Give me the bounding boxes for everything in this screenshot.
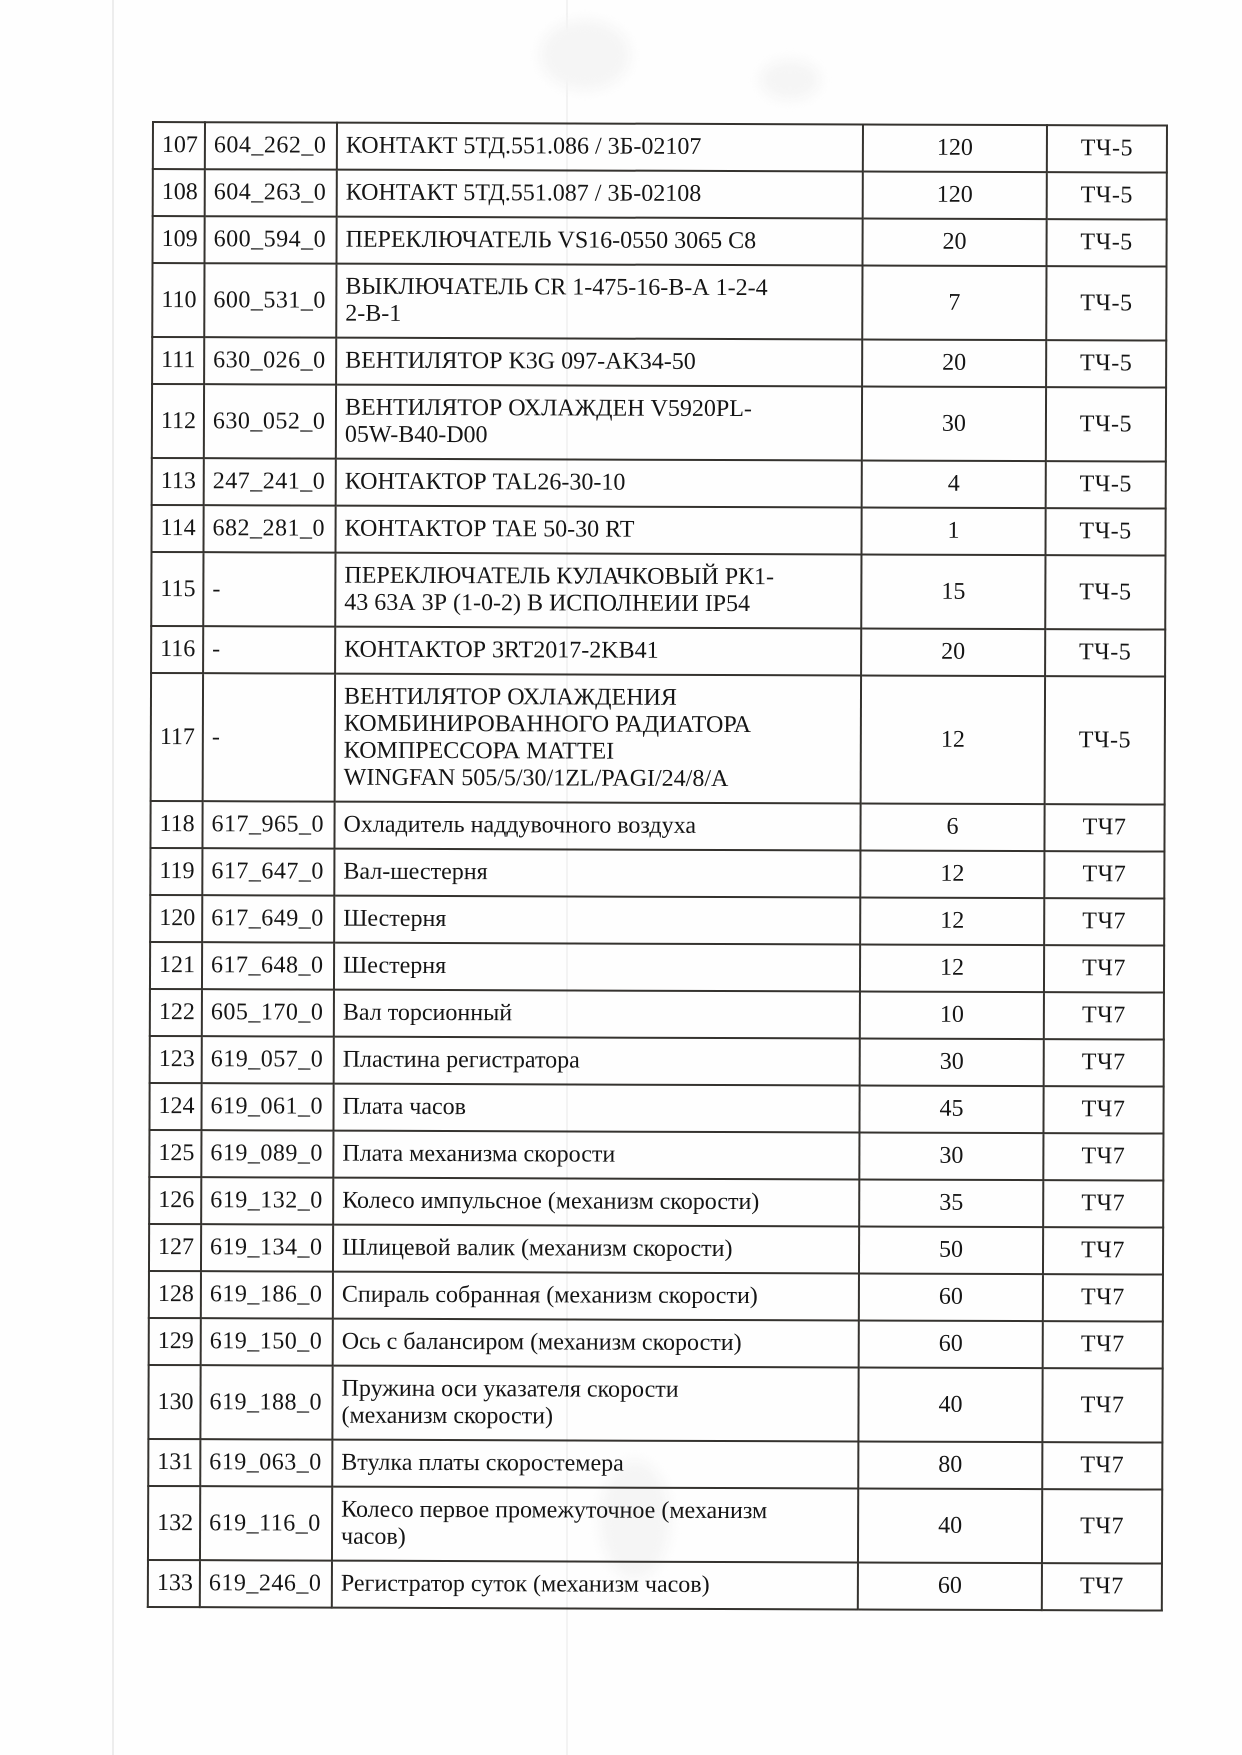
row-number-cell: 119 [150, 848, 202, 895]
part-description-cell: Регистратор суток (механизм часов) [332, 1561, 858, 1610]
depot-code-cell: ТЧ7 [1044, 1039, 1164, 1086]
part-code-cell: 617_647_0 [202, 848, 334, 895]
row-number-cell: 129 [149, 1318, 201, 1365]
depot-code-cell: ТЧ7 [1044, 898, 1164, 945]
depot-code-cell: ТЧ7 [1042, 1489, 1162, 1563]
table-row [151, 552, 1165, 630]
table-row [151, 505, 1165, 556]
depot-code-cell: ТЧ-5 [1046, 340, 1166, 387]
part-description-cell: КОНТАКТ 5ТД.551.086 / 3Б-02107 [337, 123, 863, 172]
part-description-cell: Шлицевой валик (механизм скорости) [333, 1225, 859, 1274]
quantity-cell: 12 [860, 850, 1044, 898]
depot-code-cell: ТЧ-5 [1045, 555, 1165, 629]
part-code-cell: 619_188_0 [200, 1365, 332, 1439]
row-number-cell: 118 [150, 801, 202, 848]
quantity-cell: 12 [860, 897, 1044, 945]
table-row [153, 216, 1167, 267]
quantity-cell: 7 [862, 265, 1046, 340]
quantity-cell: 20 [861, 628, 1045, 676]
quantity-cell: 30 [862, 386, 1046, 461]
depot-code-cell: ТЧ7 [1044, 851, 1164, 898]
part-description-cell: Вал торсионный [334, 990, 860, 1039]
scan-smudge [760, 60, 820, 100]
quantity-cell: 45 [859, 1085, 1043, 1133]
table-row [149, 1224, 1163, 1275]
row-number-cell: 107 [153, 122, 205, 169]
table-row [149, 1177, 1163, 1228]
part-code-cell: - [203, 673, 335, 801]
quantity-cell: 10 [860, 991, 1044, 1039]
quantity-cell: 20 [862, 339, 1046, 387]
part-code-cell: 630_052_0 [204, 384, 336, 458]
depot-code-cell: ТЧ-5 [1047, 125, 1167, 172]
part-code-cell: 619_057_0 [202, 1036, 334, 1083]
part-description-cell: КОНТАКТОР 3RT2017-2KB41 [335, 627, 861, 676]
quantity-cell: 35 [859, 1179, 1043, 1227]
part-code-cell: 617_965_0 [202, 801, 334, 848]
table-row [150, 895, 1164, 946]
part-code-cell: 605_170_0 [202, 989, 334, 1036]
depot-code-cell: ТЧ-5 [1047, 172, 1167, 219]
table-row [148, 1486, 1162, 1564]
row-number-cell: 111 [152, 337, 204, 384]
part-code-cell: 619_132_0 [201, 1177, 333, 1224]
quantity-cell: 60 [858, 1562, 1042, 1610]
quantity-cell: 4 [862, 460, 1046, 508]
part-description-cell: Плата часов [333, 1084, 859, 1133]
table-row [152, 337, 1166, 388]
part-code-cell: 630_026_0 [204, 337, 336, 384]
part-code-cell: 604_262_0 [205, 122, 337, 169]
depot-code-cell: ТЧ7 [1042, 1442, 1162, 1489]
part-description-cell: КОНТАКТОР TAL26-30-10 [336, 459, 862, 508]
part-code-cell: 600_594_0 [205, 216, 337, 263]
part-description-cell: Ось с балансиром (механизм скорости) [333, 1319, 859, 1368]
part-code-cell: 619_186_0 [201, 1271, 333, 1318]
row-number-cell: 122 [150, 989, 202, 1036]
row-number-cell: 108 [153, 169, 205, 216]
row-number-cell: 132 [148, 1486, 200, 1560]
depot-code-cell: ТЧ7 [1043, 1180, 1163, 1227]
part-description-cell: ПЕРЕКЛЮЧАТЕЛЬ VS16-0550 3065 C8 [337, 217, 863, 266]
quantity-cell: 60 [859, 1320, 1043, 1368]
part-description-cell: ВЕНТИЛЯТОР ОХЛАЖДЕН V5920PL- 05W-B40-D00 [336, 385, 862, 461]
depot-code-cell: ТЧ7 [1044, 804, 1164, 851]
table-row [152, 384, 1166, 462]
part-description-cell: ВЕНТИЛЯТОР ОХЛАЖДЕНИЯ КОМБИНИРОВАННОГО РАДИАТОРА КОМПРЕССОРА MATTEI WINGFAN 505/5/30/1ZL/PAGI/24/8/A [335, 674, 861, 804]
quantity-cell: 6 [860, 803, 1044, 851]
depot-code-cell: ТЧ7 [1043, 1086, 1163, 1133]
table-row [150, 942, 1164, 993]
row-number-cell: 123 [150, 1036, 202, 1083]
scan-smudge [540, 20, 630, 90]
table-row [152, 458, 1166, 509]
part-code-cell: - [203, 626, 335, 673]
quantity-cell: 12 [860, 944, 1044, 992]
table-row [153, 169, 1167, 220]
part-code-cell: 617_649_0 [202, 895, 334, 942]
table-row [150, 848, 1164, 899]
parts-table [147, 121, 1168, 1612]
part-description-cell: Шестерня [334, 896, 860, 945]
row-number-cell: 121 [150, 942, 202, 989]
quantity-cell: 50 [859, 1226, 1043, 1274]
depot-code-cell: ТЧ7 [1043, 1274, 1163, 1321]
table-row [153, 122, 1167, 173]
scan-edge-artifact [112, 0, 114, 1755]
depot-code-cell: ТЧ-5 [1046, 461, 1166, 508]
row-number-cell: 117 [151, 673, 203, 801]
part-code-cell: 617_648_0 [202, 942, 334, 989]
row-number-cell: 128 [149, 1271, 201, 1318]
part-description-cell: Втулка платы скоростемера [332, 1440, 858, 1489]
table-row [151, 626, 1165, 677]
depot-code-cell: ТЧ7 [1044, 945, 1164, 992]
row-number-cell: 120 [150, 895, 202, 942]
row-number-cell: 125 [149, 1130, 201, 1177]
part-description-cell: Шестерня [334, 943, 860, 992]
part-code-cell: 619_116_0 [200, 1486, 332, 1560]
depot-code-cell: ТЧ7 [1043, 1133, 1163, 1180]
table-row [150, 1036, 1164, 1087]
table-row [149, 1318, 1163, 1369]
part-code-cell: 604_263_0 [205, 169, 337, 216]
quantity-cell: 40 [858, 1367, 1042, 1442]
quantity-cell: 120 [863, 124, 1047, 172]
part-description-cell: Пластина регистратора [334, 1037, 860, 1086]
depot-code-cell: ТЧ-5 [1045, 508, 1165, 555]
quantity-cell: 20 [863, 218, 1047, 266]
part-code-cell: 619_150_0 [201, 1318, 333, 1365]
table-row [148, 1560, 1162, 1611]
row-number-cell: 124 [149, 1083, 201, 1130]
part-description-cell: Пружина оси указателя скорости (механизм скорости) [332, 1366, 858, 1442]
quantity-cell: 120 [863, 171, 1047, 219]
part-code-cell: 619_063_0 [200, 1439, 332, 1486]
depot-code-cell: ТЧ7 [1042, 1368, 1162, 1442]
part-code-cell: 247_241_0 [204, 458, 336, 505]
depot-code-cell: ТЧ-5 [1046, 387, 1166, 461]
row-number-cell: 112 [152, 384, 204, 458]
depot-code-cell: ТЧ7 [1044, 992, 1164, 1039]
part-description-cell: КОНТАКТ 5ТД.551.087 / 3Б-02108 [337, 170, 863, 219]
row-number-cell: 109 [153, 216, 205, 263]
depot-code-cell: ТЧ7 [1042, 1563, 1162, 1610]
depot-code-cell: ТЧ-5 [1045, 629, 1165, 676]
quantity-cell: 12 [861, 675, 1045, 804]
table-row [149, 1130, 1163, 1181]
part-description-cell: Вал-шестерня [334, 849, 860, 898]
table-row [148, 1365, 1162, 1443]
row-number-cell: 114 [151, 505, 203, 552]
part-description-cell: Спираль собранная (механизм скорости) [333, 1272, 859, 1321]
table-row [148, 1439, 1162, 1490]
row-number-cell: 116 [151, 626, 203, 673]
table-row [149, 1083, 1163, 1134]
part-description-cell: Плата механизма скорости [333, 1131, 859, 1180]
row-number-cell: 115 [151, 552, 203, 626]
quantity-cell: 40 [858, 1488, 1042, 1563]
part-description-cell: Колесо импульсное (механизм скорости) [333, 1178, 859, 1227]
row-number-cell: 133 [148, 1560, 200, 1607]
depot-code-cell: ТЧ7 [1043, 1321, 1163, 1368]
table-row [152, 263, 1166, 341]
depot-code-cell: ТЧ-5 [1046, 266, 1166, 340]
quantity-cell: 15 [861, 554, 1045, 629]
quantity-cell: 30 [859, 1132, 1043, 1180]
part-code-cell: 682_281_0 [203, 505, 335, 552]
row-number-cell: 131 [148, 1439, 200, 1486]
part-code-cell: 619_246_0 [200, 1560, 332, 1607]
table-row [150, 989, 1164, 1040]
quantity-cell: 60 [859, 1273, 1043, 1321]
part-code-cell: 619_134_0 [201, 1224, 333, 1271]
part-description-cell: Колесо первое промежуточное (механизм часов) [332, 1487, 858, 1563]
part-description-cell: ВЫКЛЮЧАТЕЛЬ CR 1-475-16-В-А 1-2-4 2-В-1 [336, 264, 862, 340]
quantity-cell: 1 [861, 507, 1045, 555]
row-number-cell: 127 [149, 1224, 201, 1271]
row-number-cell: 130 [148, 1365, 200, 1439]
part-code-cell: 600_531_0 [204, 263, 336, 337]
quantity-cell: 80 [858, 1441, 1042, 1489]
row-number-cell: 110 [152, 263, 204, 337]
part-description-cell: КОНТАКТОР TAE 50-30 RT [335, 506, 861, 555]
part-code-cell: 619_089_0 [201, 1130, 333, 1177]
part-description-cell: ВЕНТИЛЯТОР K3G 097-AK34-50 [336, 338, 862, 387]
row-number-cell: 113 [152, 458, 204, 505]
part-code-cell: 619_061_0 [201, 1083, 333, 1130]
part-description-cell: Охладитель наддувочного воздуха [334, 802, 860, 851]
table-row [151, 673, 1165, 805]
depot-code-cell: ТЧ7 [1043, 1227, 1163, 1274]
quantity-cell: 30 [860, 1038, 1044, 1086]
table-row [150, 801, 1164, 852]
depot-code-cell: ТЧ-5 [1046, 219, 1166, 266]
row-number-cell: 126 [149, 1177, 201, 1224]
table-row [149, 1271, 1163, 1322]
depot-code-cell: ТЧ-5 [1045, 676, 1165, 804]
parts-table-body [148, 122, 1167, 1611]
part-code-cell: - [203, 552, 335, 626]
part-description-cell: ПЕРЕКЛЮЧАТЕЛЬ КУЛАЧКОВЫЙ РК1- 43 63А 3Р (1-0-2) В ИСПОЛНЕИИ IP54 [335, 553, 861, 629]
